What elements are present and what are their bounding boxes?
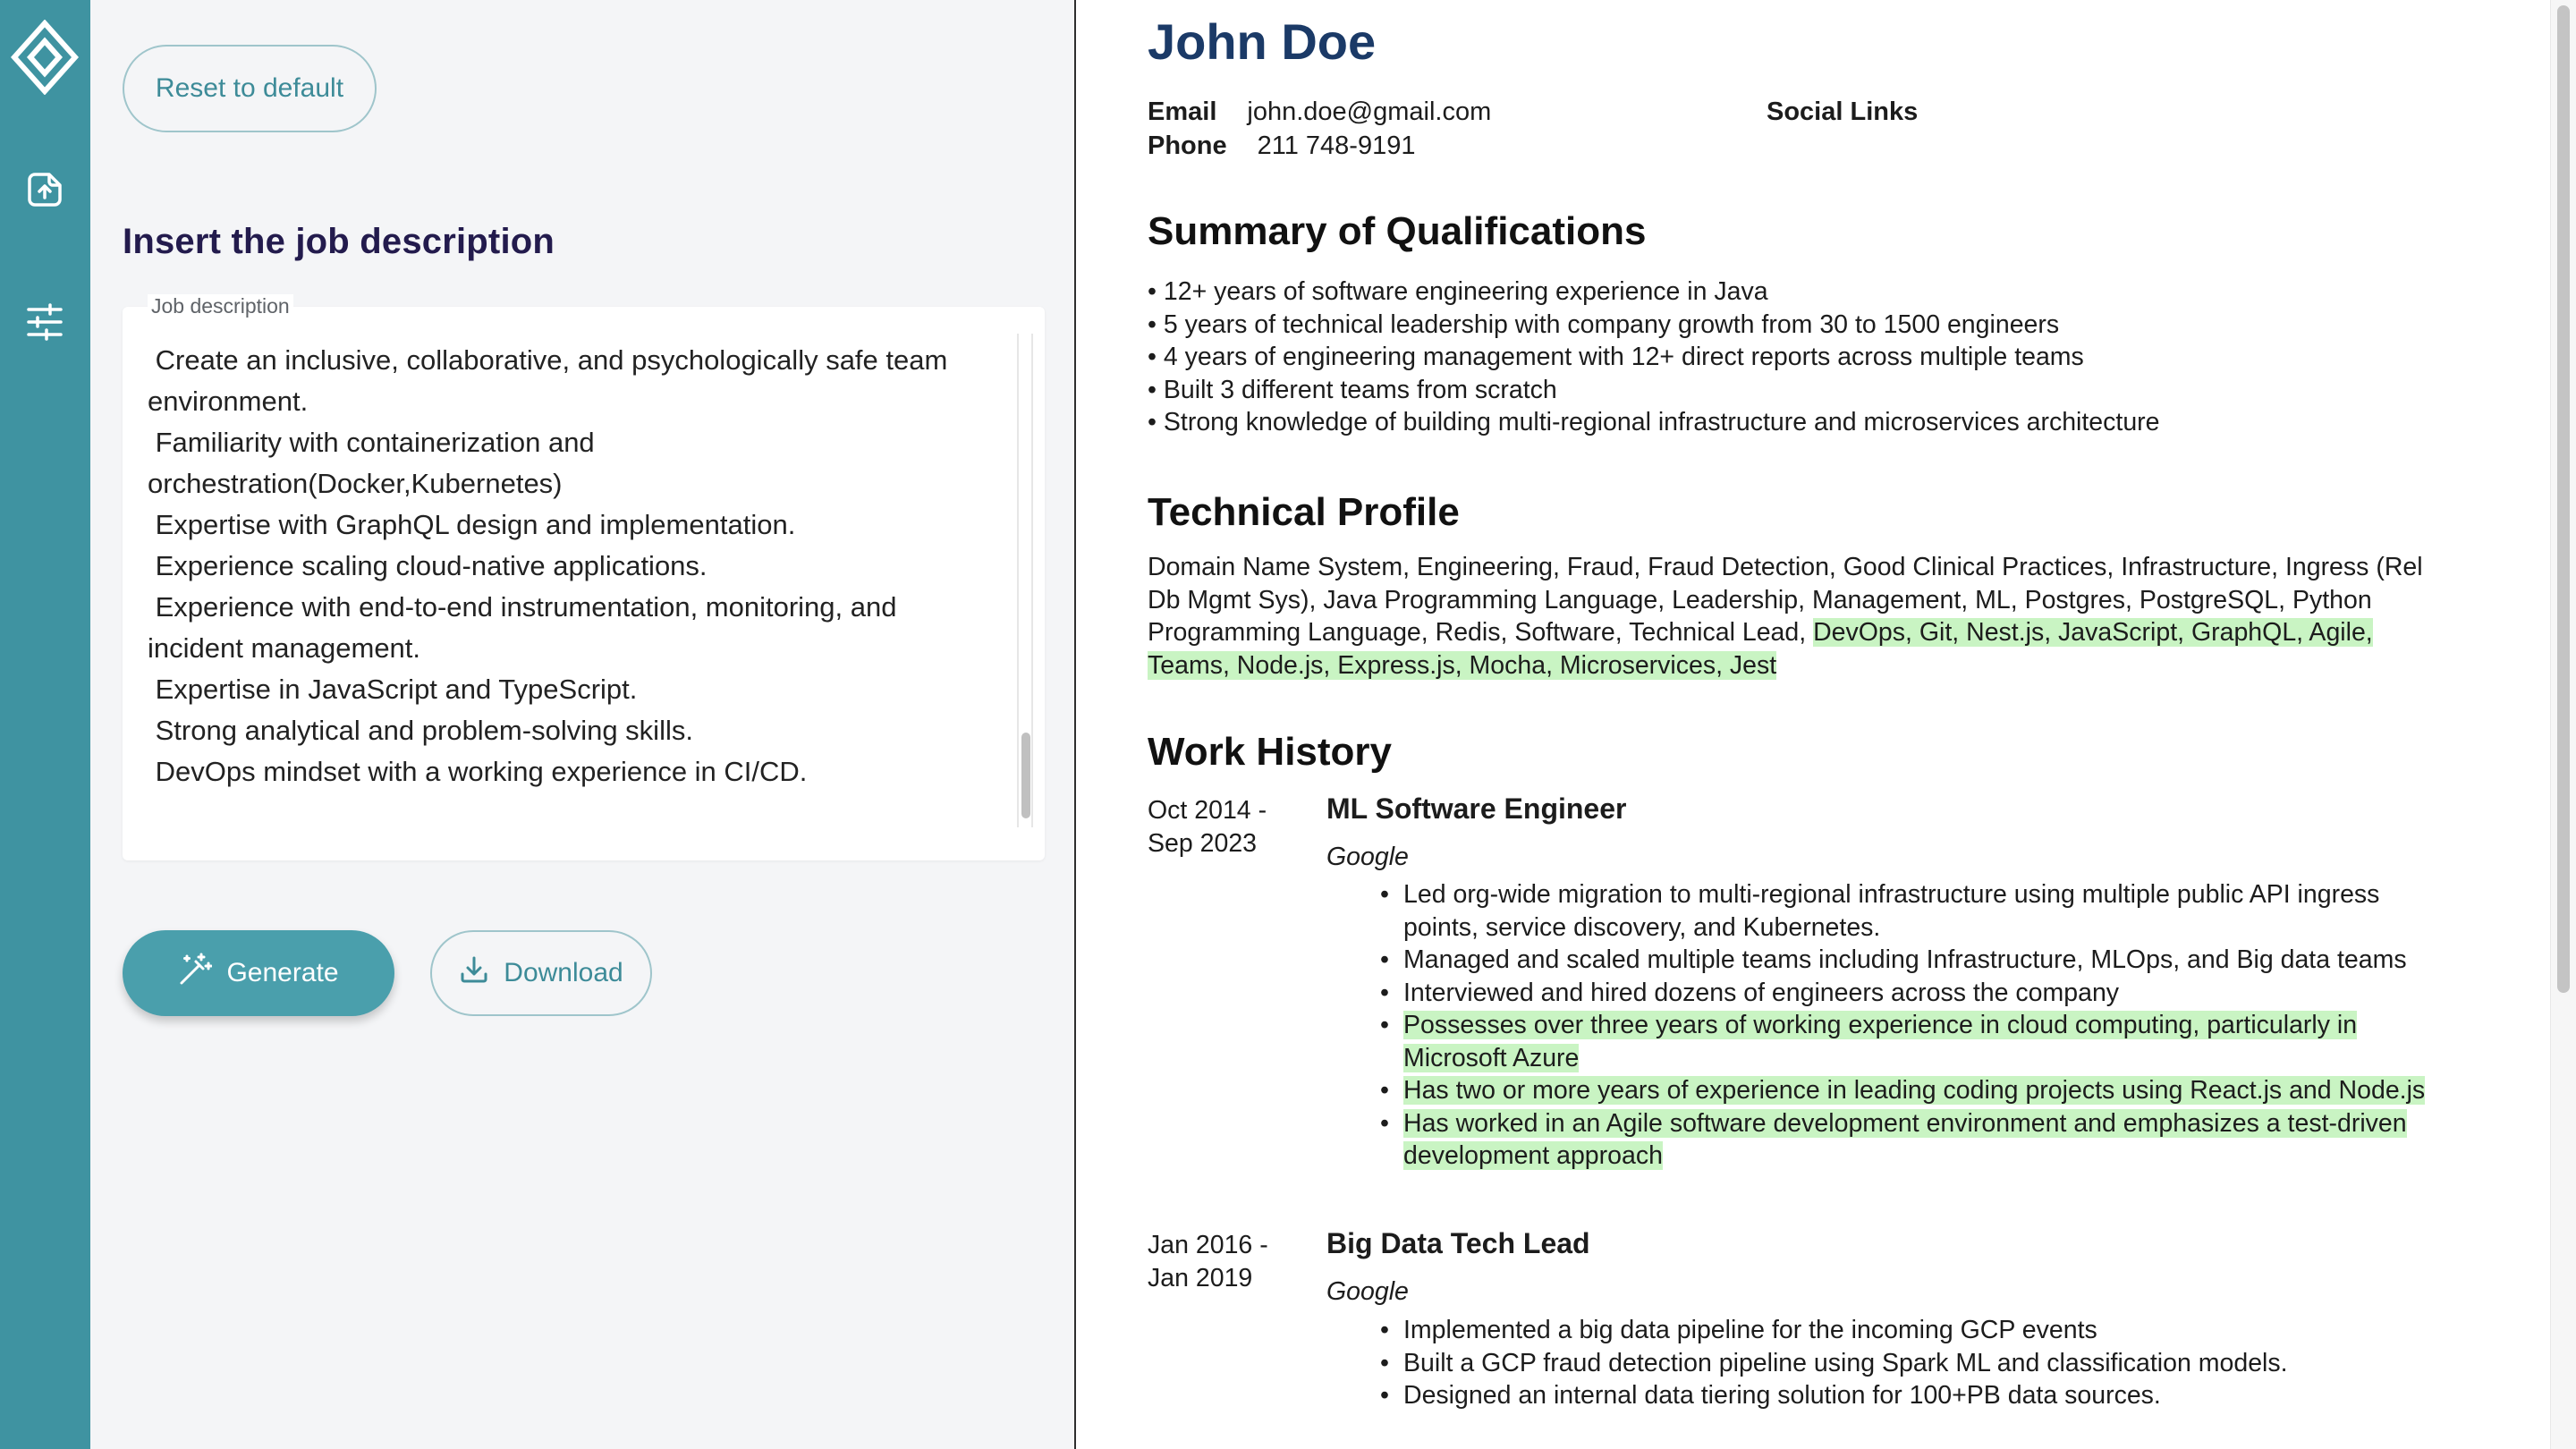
work-history-title: Work History xyxy=(1148,730,1393,774)
job-title: ML Software Engineer xyxy=(1326,792,1627,825)
job-description-heading: Insert the job description xyxy=(123,222,555,261)
resume-preview xyxy=(1074,0,2550,1449)
job-bullets xyxy=(1380,878,2453,1173)
resume-name: John Doe xyxy=(1148,13,1377,70)
reset-to-default-button[interactable]: Reset to default xyxy=(123,45,377,132)
jd-line: Expertise with GraphQL design and implementation. xyxy=(148,509,796,540)
job-company: Google xyxy=(1326,843,1409,871)
resume-scrollbar[interactable] xyxy=(2550,0,2576,1449)
technical-profile-text xyxy=(1148,551,2453,682)
tech-skills: Domain Name System, Engineering, Fraud, Fraud Detection, Good Clinical Practices, Infrastructure, Ingress (Rel Db Mgmt Sys), Java Programming Language, Leadership, Management, ML, Postgres, PostgreSQL, Python Programming Language, Redis, Software, Technical Lead, xyxy=(1148,553,2423,647)
generate-label: Generate xyxy=(226,958,339,987)
job-date-start: Oct 2014 - xyxy=(1148,796,1267,825)
sidebar-settings-button[interactable] xyxy=(20,299,70,349)
job-bullets xyxy=(1380,1314,2453,1412)
list-item: • 12+ years of software engineering experience in Java xyxy=(1148,275,2160,309)
sidebar xyxy=(0,0,90,1449)
list-item: • Strong knowledge of building multi-regional infrastructure and microservices architecture xyxy=(1148,406,2160,439)
job-description-scrollbar[interactable] xyxy=(1017,334,1033,827)
list-item: • Built a GCP fraud detection pipeline using Spark ML and classification models. xyxy=(1380,1347,2453,1380)
list-item: • Managed and scaled multiple teams including Infrastructure, MLOps, and Big data teams xyxy=(1380,944,2453,977)
list-item: • Designed an internal data tiering solution for 100+PB data sources. xyxy=(1380,1379,2453,1412)
jd-line: Experience scaling cloud-native applications. xyxy=(148,550,708,581)
summary-list xyxy=(1148,275,2160,439)
job-title: Big Data Tech Lead xyxy=(1326,1227,1590,1259)
job-description-label: Job description xyxy=(148,294,293,318)
social-links-label: Social Links xyxy=(1767,97,1919,126)
tune-sliders-icon xyxy=(25,302,64,346)
list-item: • Has worked in an Agile software development environment and emphasizes a test-driven development approach xyxy=(1380,1107,2453,1173)
sidebar-upload-button[interactable] xyxy=(20,166,70,216)
job-date-end: Jan 2019 xyxy=(1148,1263,1253,1292)
list-item: • 4 years of engineering management with 12+ direct reports across multiple teams xyxy=(1148,341,2160,374)
scrollbar-thumb[interactable] xyxy=(2557,5,2570,993)
jd-line: Experience with end-to-end instrumentation, monitoring, and incident management. xyxy=(148,591,905,664)
download-label: Download xyxy=(504,958,623,987)
job-dates xyxy=(1148,794,1309,860)
jd-line: Expertise in JavaScript and TypeScript. xyxy=(148,674,638,705)
email-row xyxy=(1148,95,1491,129)
list-item: • Built 3 different teams from scratch xyxy=(1148,374,2160,407)
list-item: • 5 years of technical leadership with company growth from 30 to 1500 engineers xyxy=(1148,309,2160,342)
download-button[interactable] xyxy=(430,930,652,1016)
jd-line: Familiarity with containerization and orchestration(Docker,Kubernetes) xyxy=(148,427,603,499)
list-item: • Possesses over three years of working experience in cloud computing, particularly in Microsoft Azure xyxy=(1380,1009,2453,1074)
phone-row xyxy=(1148,129,1415,163)
magic-wand-icon xyxy=(178,953,212,994)
job-date-start: Jan 2016 - xyxy=(1148,1231,1268,1259)
generate-button[interactable] xyxy=(123,930,394,1016)
job-company: Google xyxy=(1326,1277,1409,1306)
list-item: • Interviewed and hired dozens of engineers across the company xyxy=(1380,977,2453,1010)
job-dates xyxy=(1148,1229,1309,1294)
phone-label: Phone xyxy=(1148,131,1227,160)
editor-panel xyxy=(90,0,1074,1449)
jd-line: Create an inclusive, collaborative, and psychologically safe team environment. xyxy=(148,344,955,417)
email-label: Email xyxy=(1148,97,1217,126)
list-item: • Has two or more years of experience in leading coding projects using React.js and Node.js xyxy=(1380,1074,2453,1107)
jd-line: DevOps mindset with a working experience in CI/CD. xyxy=(148,756,808,787)
diamond-logo-icon[interactable] xyxy=(11,20,79,95)
email-value: john.doe@gmail.com xyxy=(1247,97,1492,126)
job-description-field[interactable] xyxy=(123,294,1045,860)
technical-profile-title: Technical Profile xyxy=(1148,490,1460,534)
tech-skills-highlighted: DevOps, Git, Nest.js, JavaScript, GraphQL, Agile, Teams, Node.js, Express.js, Mocha, Microservices, Jest xyxy=(1148,618,2373,680)
scrollbar-thumb[interactable] xyxy=(1021,733,1030,818)
list-item: • Implemented a big data pipeline for the incoming GCP events xyxy=(1380,1314,2453,1347)
summary-title: Summary of Qualifications xyxy=(1148,209,1647,253)
upload-file-icon xyxy=(22,167,67,216)
download-icon xyxy=(459,954,489,992)
jd-line: Strong analytical and problem-solving skills. xyxy=(148,715,693,746)
job-date-end: Sep 2023 xyxy=(1148,828,1258,858)
phone-value: 211 748-9191 xyxy=(1257,131,1416,160)
job-description-textarea[interactable] xyxy=(148,340,988,792)
list-item: • Led org-wide migration to multi-regional infrastructure using multiple public API ingress points, service discovery, and Kubernetes. xyxy=(1380,878,2453,944)
